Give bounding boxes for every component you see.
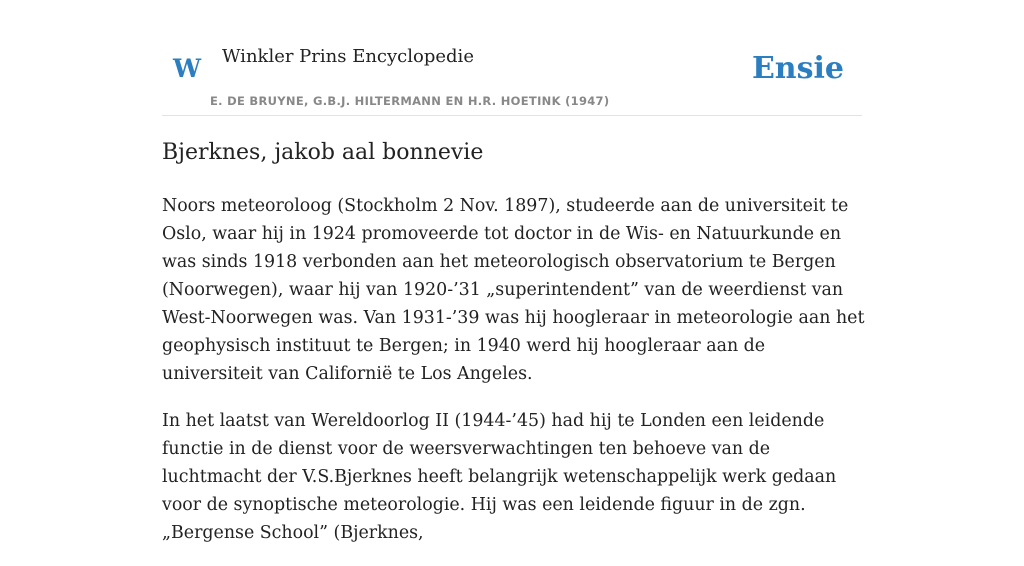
publication-title[interactable]: Winkler Prins Encyclopedie [222,46,474,67]
article-body [162,192,867,566]
publication-logo[interactable]: W [173,54,202,83]
brand-logo[interactable]: Ensie [751,51,844,86]
header [162,40,862,116]
article-paragraph-1: Noors meteoroloog (Stockholm 2 Nov. 1897), studeerde aan de universiteit te Oslo, waar hij in 1924 promoveerde tot doctor in de Wis- en Natuurkunde en was sinds 1918 verbonden aan het meteorologisch observatorium te Bergen (Noorwegen), waar hij van 1920-’31 „superintendent” van de weerdienst van West-Noorwegen was. Van 1931-’39 was hij hoogleraar in meteorologie aan het geophysisch instituut te Bergen; in 1940 werd hij hoogleraar aan de universiteit van Californië te Los Angeles. [162,196,865,384]
entry-title: Bjerknes, jakob aal bonnevie [162,140,484,165]
authors-line: E. DE BRUYNE, G.B.J. HILTERMANN EN H.R. HOETINK (1947) [210,94,610,108]
article-paragraph-2: In het laatst van Wereldoorlog II (1944-’45) had hij te Londen een leidende functie in de dienst voor de weersverwachtingen ten behoeve van de luchtmacht der V.S.Bjerknes heeft belangrijk wetenschappelijk werk gedaan voor de synoptische meteorologie. Hij was een leidende figuur in de zgn. „Bergense School” (Bjerknes, [162,411,837,543]
